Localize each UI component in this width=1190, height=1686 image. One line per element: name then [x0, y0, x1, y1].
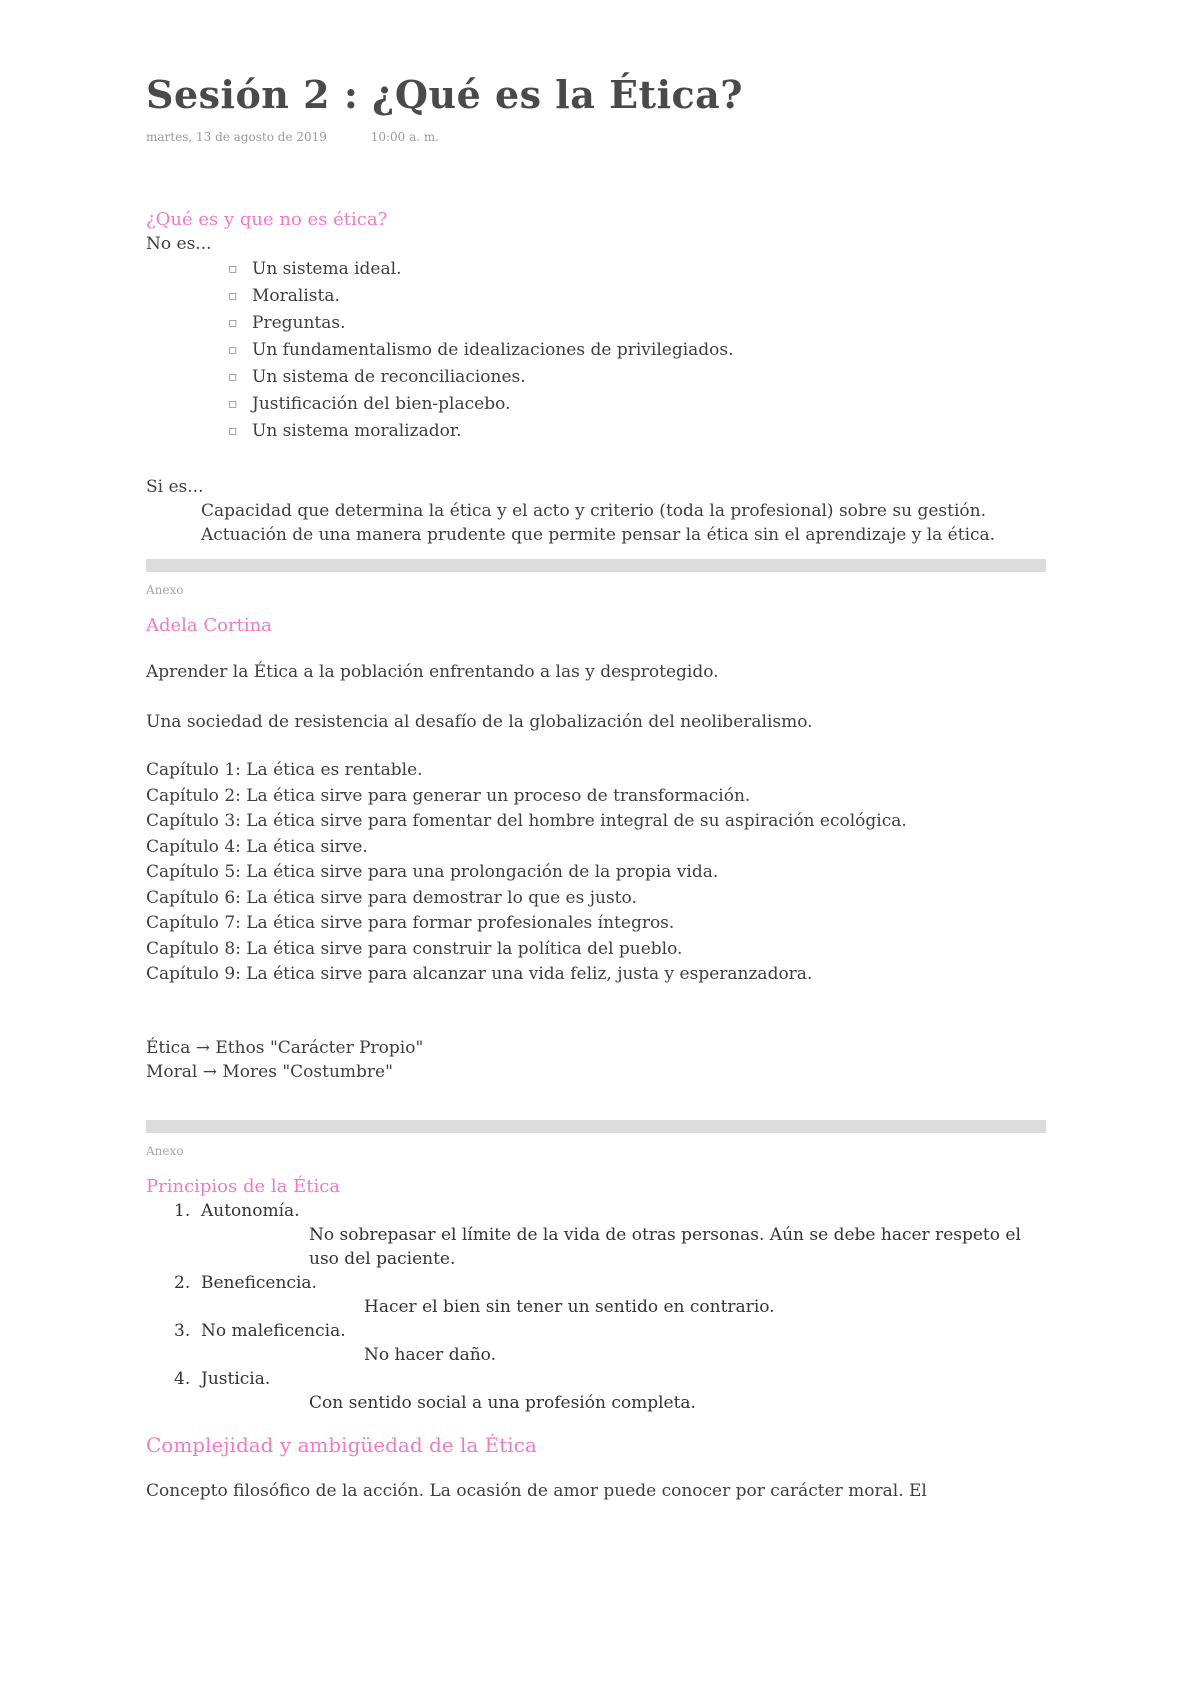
page-title: Sesión 2 : ¿Qué es la Ética? — [146, 72, 744, 117]
page-time: 10:00 a. m. — [370, 130, 440, 144]
chapter-item: Capítulo 6: La ética sirve para demostrar lo que es justo. — [146, 887, 637, 908]
list-item: ▫ Un sistema moralizador. — [228, 418, 1046, 445]
principle-description: Con sentido social a una profesión completa. — [309, 1392, 696, 1413]
chapter-item: Capítulo 5: La ética sirve para una prolongación de la propia vida. — [146, 862, 719, 882]
chapter-list — [146, 758, 1046, 988]
divider-label: Anexo — [146, 1143, 184, 1158]
chapter-item: Capítulo 2: La ética sirve para generar un proceso de transformación. — [146, 785, 751, 806]
principle-item — [146, 1199, 1046, 1271]
paragraph: Aprender la Ética a la población enfrentando a las y desprotegido. — [146, 662, 719, 682]
principle-name: No maleficencia. — [201, 1320, 346, 1341]
etymology-line: Moral → Mores "Costumbre" — [146, 1061, 393, 1082]
section-heading-adela-cortina: Adela Cortina — [146, 615, 272, 636]
section-heading-complejidad: Complejidad y ambigüedad de la Ética — [146, 1432, 537, 1457]
principle-number: 2. — [174, 1272, 191, 1293]
note-page — [146, 72, 1046, 1503]
no-es-label: No es... — [146, 234, 212, 254]
chapter-item: Capítulo 3: La ética sirve para fomentar del hombre integral de su aspiración ecológica. — [146, 811, 907, 831]
principle-description: No hacer daño. — [364, 1344, 497, 1365]
paragraph: Una sociedad de resistencia al desafío de la globalización del neoliberalismo. — [146, 712, 813, 732]
principle-name: Justicia. — [201, 1368, 271, 1389]
paragraph: Concepto filosófico de la acción. La ocasión de amor puede conocer por carácter moral. El — [146, 1480, 927, 1501]
principle-number: 3. — [174, 1320, 191, 1341]
page-date: martes, 13 de agosto de 2019 — [146, 130, 327, 144]
section-heading-principios: Principios de la Ética — [146, 1175, 341, 1197]
list-item: ▫ Un fundamentalismo de idealizaciones de privilegiados. — [228, 337, 1046, 364]
principle-description: No sobrepasar el límite de la vida de otras personas. Aún se debe hacer respeto el uso del paciente. — [309, 1224, 1021, 1269]
principle-description: Hacer el bien sin tener un sentido en contrario. — [364, 1296, 775, 1317]
page-meta — [146, 130, 1046, 146]
principle-item — [146, 1271, 1046, 1319]
principle-name: Autonomía. — [201, 1200, 300, 1221]
si-es-label: Si es... — [146, 477, 204, 497]
list-item: ▫ Moralista. — [228, 283, 1046, 310]
section-heading-que-es: ¿Qué es y que no es ética? — [146, 209, 388, 230]
etymology-line: Ética → Ethos "Carácter Propio" — [146, 1037, 424, 1058]
divider — [146, 1120, 1046, 1133]
chapter-item: Capítulo 8: La ética sirve para construir la política del pueblo. — [146, 938, 683, 959]
no-es-list — [146, 256, 1046, 445]
principle-name: Beneficencia. — [201, 1272, 317, 1293]
chapter-item: Capítulo 4: La ética sirve. — [146, 836, 368, 857]
principles-list — [146, 1199, 1046, 1415]
principle-item — [146, 1319, 1046, 1367]
divider — [146, 559, 1046, 572]
list-item: ▫ Un sistema ideal. — [228, 256, 1046, 283]
list-item: ▫ Preguntas. — [228, 310, 1046, 337]
principle-item — [146, 1367, 1046, 1415]
principle-number: 1. — [174, 1200, 191, 1221]
principle-number: 4. — [174, 1368, 191, 1389]
si-es-line: Actuación de una manera prudente que permite pensar la ética sin el aprendizaje y la ética. — [201, 525, 996, 545]
chapter-item: Capítulo 1: La ética es rentable. — [146, 760, 423, 780]
chapter-item: Capítulo 7: La ética sirve para formar profesionales íntegros. — [146, 913, 675, 933]
divider-label: Anexo — [146, 583, 184, 597]
si-es-line: Capacidad que determina la ética y el acto y criterio (toda la profesional) sobre su gestión. — [201, 501, 986, 521]
chapter-item: Capítulo 9: La ética sirve para alcanzar una vida feliz, justa y esperanzadora. — [146, 964, 813, 984]
list-item: ▫ Justificación del bien-placebo. — [228, 391, 1046, 418]
list-item: ▫ Un sistema de reconciliaciones. — [228, 364, 1046, 391]
